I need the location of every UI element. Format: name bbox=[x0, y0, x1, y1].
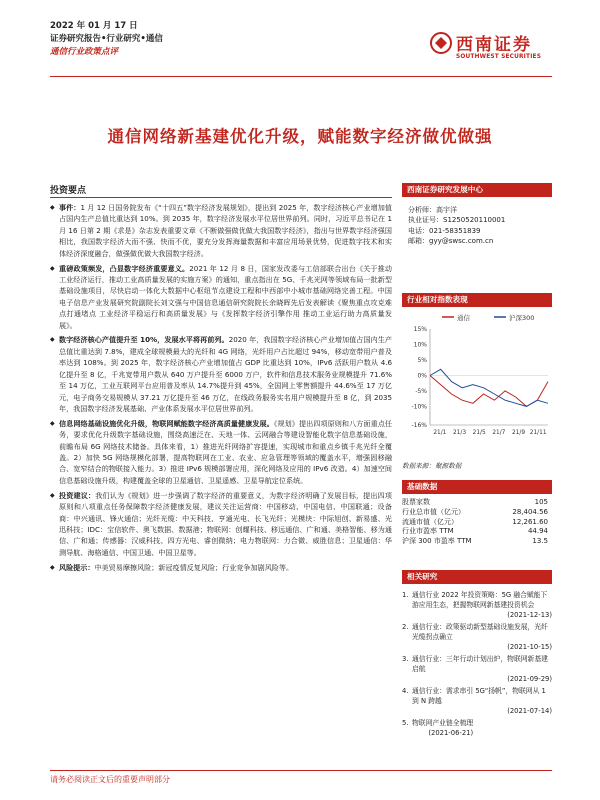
report-header bbox=[50, 20, 163, 59]
basic-key: 股票家数 bbox=[402, 498, 430, 506]
paragraph-lead: 重磅政策频发，凸显数字经济重要意义。 bbox=[59, 263, 190, 273]
logo-en-text: SOUTHWEST SECURITIES bbox=[456, 54, 542, 60]
item-title: 通信行业 2022 年投资策略：5G 融合赋能下游应用生态，把握物联网新基建投资机会 bbox=[412, 591, 548, 609]
y-tick-label: -16% bbox=[411, 422, 427, 429]
paragraph bbox=[50, 334, 392, 414]
table-row bbox=[402, 498, 552, 508]
table-row bbox=[402, 537, 552, 547]
company-logo bbox=[430, 30, 552, 72]
paragraph bbox=[50, 490, 392, 558]
report-date: 2022 年 01 月 17 日 bbox=[50, 21, 138, 31]
bullet-icon: ◆ bbox=[50, 336, 55, 344]
bullet-icon: ◆ bbox=[50, 204, 55, 211]
item-title: 通信行业：政策驱动新型基础设施发展，光纤光缆拐点确立 bbox=[412, 623, 548, 641]
basic-data-box bbox=[402, 480, 552, 547]
invest-heading: 投资要点 bbox=[50, 186, 87, 196]
report-title: 通信网络新基建优化升级，赋能数字经济做优做强 bbox=[107, 127, 493, 146]
paragraph bbox=[50, 562, 392, 573]
chart-heading: 行业相对指数表现 bbox=[402, 293, 552, 307]
x-tick-label: 21/3 bbox=[452, 430, 467, 436]
analyst-email[interactable]: 邮箱：gyy@swsc.com.cn bbox=[408, 237, 494, 246]
list-item[interactable] bbox=[402, 718, 552, 738]
footer-disclaimer: 请务必阅读正文后的重要声明部分 bbox=[50, 775, 170, 784]
basic-value: 13.5 bbox=[532, 537, 548, 546]
bullet-icon: ◆ bbox=[50, 419, 55, 427]
basic-key: 行业总市值（亿元） bbox=[402, 507, 465, 516]
logo-mark-icon bbox=[430, 32, 452, 54]
item-title: 通信行业：三年行动计划出炉，物联网新基建启航 bbox=[412, 655, 548, 673]
paragraph-text: 我们认为《规划》进一步强调了数字经济的重要意义，为数字经济明确了发展目标，提出四项原则和八项重点任务保障数字经济健康发展，建议关注运营商：中国移动、中国电信、中国联通；设备商：中兴通讯、锋火通信；光纤光缆：中天科技、亨通光电、长飞光纤；光模块：中际旭创、新易盛、光迅科技；IDC：宝信软件、奥飞数据、数据港；物联网：创耀科技、移远通信、广和通、美格智能、移为通信、广和通；传感器：汉威科技、四方光电、睿创微纳；电力物联网：力合微、威胜信息；卫星通信：华测导航、海格通信、中国卫通、中国卫星等。 bbox=[59, 490, 393, 557]
basic-table bbox=[402, 498, 552, 547]
chart-source: 数据来源：聚源数据 bbox=[402, 462, 462, 470]
paragraph-lead: 数字经济核心产值提升至 10%，发展水平将再前列。 bbox=[59, 335, 229, 345]
logo-cn-text: 西南证券 bbox=[456, 35, 532, 55]
x-tick-label: 21/7 bbox=[492, 430, 506, 436]
legend-label: 沪深300 bbox=[509, 314, 535, 322]
basic-value: 44.94 bbox=[527, 527, 548, 536]
y-tick-label: 0% bbox=[417, 372, 427, 380]
paragraph-text: 中美贸易摩擦风险；新冠疫情反复风险；行业竞争加剧风险等。 bbox=[94, 562, 294, 572]
y-tick-label: -10% bbox=[411, 403, 427, 411]
analyst-phone: 电话：021-58351839 bbox=[408, 226, 481, 235]
item-title: 通信行业：需求串引 5G“扬帆”，物联网从 1 到 N 跨越 bbox=[412, 687, 546, 705]
y-tick-label: 15% bbox=[413, 326, 427, 333]
report-subtitle: 通信行业政策点评 bbox=[50, 47, 119, 57]
table-row bbox=[402, 518, 552, 528]
basic-value: 28,404.56 bbox=[512, 507, 548, 516]
bullet-icon: ◆ bbox=[50, 264, 55, 272]
x-tick-label: 21/1 bbox=[433, 430, 447, 436]
related-heading: 相关研究 bbox=[402, 570, 552, 584]
paragraph-lead: 风险提示： bbox=[59, 562, 95, 572]
paragraph bbox=[50, 263, 392, 331]
basic-key: 流通市值（亿元） bbox=[402, 517, 458, 526]
x-tick-label: 21/9 bbox=[511, 430, 526, 436]
x-tick-label: 21/5 bbox=[472, 430, 486, 436]
related-research-box bbox=[402, 570, 552, 740]
footer-divider bbox=[50, 770, 552, 771]
item-number: 1. bbox=[402, 591, 409, 599]
list-item[interactable] bbox=[402, 622, 552, 652]
item-number: 4. bbox=[402, 687, 409, 695]
index-chart-box bbox=[402, 293, 552, 470]
y-tick-label: 5% bbox=[417, 356, 427, 364]
header-divider bbox=[50, 76, 552, 77]
analyst-heading: 西南证券研究发展中心 bbox=[402, 183, 552, 197]
basic-value: 105 bbox=[534, 498, 548, 506]
item-date: (2021-10-15) bbox=[507, 643, 552, 651]
basic-value: 12,261.60 bbox=[512, 517, 548, 526]
item-date: (2021-07-14) bbox=[507, 707, 552, 715]
bullet-icon: ◆ bbox=[50, 491, 55, 499]
invest-body bbox=[50, 197, 392, 577]
analyst-name: 分析师：高宇洋 bbox=[408, 206, 457, 214]
related-list bbox=[402, 590, 552, 738]
basic-key: 沪深 300 市盈率 TTM bbox=[402, 537, 472, 546]
analyst-license: 执业证号：S1250520110001 bbox=[408, 216, 506, 225]
table-row bbox=[402, 527, 552, 537]
analyst-box bbox=[402, 183, 552, 247]
paragraph-lead: 信息网络基础设施优化升级，物联网赋能数字经济高质量健康发展。 bbox=[59, 418, 274, 428]
table-row bbox=[402, 508, 552, 518]
paragraph-text: 2021 年 12 月 8 日，国家发改委与工信部联合出台《关于推动工业经济运行，推动工业高质量发展的实施方案》的通知，重点指出在 5G、千兆光网等领域布局一批新型基础设施项目，尽快启动一体化大数据中心枢纽节点建设工程和中西部中小城市基础网络完善工程。中国电子信息产业发展研究院副院长刘文强与中国信息通信研究院院长余晓晖先后发表解读《聚焦重点攻克难点打通堵点 工业经济平稳运行和高质量发展》与《发挥数字经济引擎作用 推动工业运行助力高质量发展》。 bbox=[59, 263, 392, 330]
x-tick-label: 21/11 bbox=[529, 430, 547, 436]
paragraph-text: 2020 年，我国数字经济核心产业增加值占国内生产总值比重达到 7.8%，建成全球规模最大的光纤和 4G 网络，光纤用户占比超过 94%，移动宽带用户普及率达到 108%。到 2025 年，数字经济核心产业增加值占 GDP 比重达到 10%，IPv6 活跃用户数从 4.6 亿提升至 8 亿，千兆宽带用户数从 640 万户提升至 6000 万户，软件和信息技术服务业规模提升 71.6%至 14 万亿，工业互联网平台应用普及率从 14.7%提升到 45%，全国网上零售额提升 44.6%至 17 万亿元，电子商务交易规模从 37.21 万亿提升至 46 万亿，在线政务服务实名用户规模提升至 8 亿，到 2035 年，我国数字经济发展基础、产业体系发展水平位居世界前列。 bbox=[59, 335, 392, 413]
item-date: (2021-09-29) bbox=[507, 675, 552, 683]
paragraph bbox=[50, 418, 392, 486]
paragraph-text: 《规划》提出四项原则和八方面重点任务，要求优化升级数字基础设施，围绕高速泛在、天地一体、云网融合等建设智能化数字信息基础设施，前瞻布局 6G 网络技术储备。具体来看，1）推进光纤网络扩容提速，实现城市和重点乡镇千兆光纤全覆盖。2）加快 5G 网络规模化部署，提高物联网在工业、农业、应急管理等领域的覆盖水平，增强固移融合、宽窄结合的物联接入能力。3）推进 IPv6 规模部署应用，深化网络及应用的 IPv6 改造。4）加速空间信息基础设施升级，构建覆盖全球的卫星通信、卫星遥感、卫星导航定位系统。 bbox=[59, 418, 392, 485]
list-item[interactable] bbox=[402, 590, 552, 620]
item-date: (2021-12-13) bbox=[507, 611, 552, 619]
paragraph-text: 1 月 12 日国务院发布《“十四五”数字经济发展规划》，提出到 2025 年，数字经济核心产业增加值占国内生产总值比重达到 10%。到 2035 年，数字经济发展水平位居世界前列。同时，习近平总书记在 1 月 16 日第 2 期《求是》杂志发表重要文章《不断做强做优做大我国数字经济》，指出与世界数字经济强国相比，我国数字经济大而不强、快而不优，要充分发挥海量数据和丰富应用场景优势，促进数字技术和实体经济深度融合，做强做优做大我国数字经济。 bbox=[59, 203, 392, 258]
paragraph-lead: 投资建议： bbox=[59, 490, 96, 500]
basic-heading: 基础数据 bbox=[402, 480, 552, 494]
basic-key: 行业市盈率 TTM bbox=[402, 527, 454, 536]
list-item[interactable] bbox=[402, 686, 552, 716]
report-category: 证券研究报告•行业研究•通信 bbox=[50, 34, 163, 44]
item-number: 5. bbox=[402, 719, 409, 727]
item-number: 3. bbox=[402, 655, 409, 663]
item-date: (2021-06-21) bbox=[428, 729, 474, 737]
paragraph bbox=[50, 202, 392, 259]
item-number: 2. bbox=[402, 623, 409, 631]
legend-label: 通信 bbox=[457, 314, 470, 322]
index-chart bbox=[402, 307, 552, 452]
series-line bbox=[430, 369, 548, 406]
y-tick-label: 10% bbox=[413, 341, 427, 349]
list-item[interactable] bbox=[402, 654, 552, 684]
item-title: 物联网产业链全梳理 bbox=[412, 719, 474, 727]
y-tick-label: -5% bbox=[415, 387, 427, 395]
bullet-icon: ◆ bbox=[50, 563, 55, 571]
paragraph-lead: 事件： bbox=[59, 203, 81, 212]
